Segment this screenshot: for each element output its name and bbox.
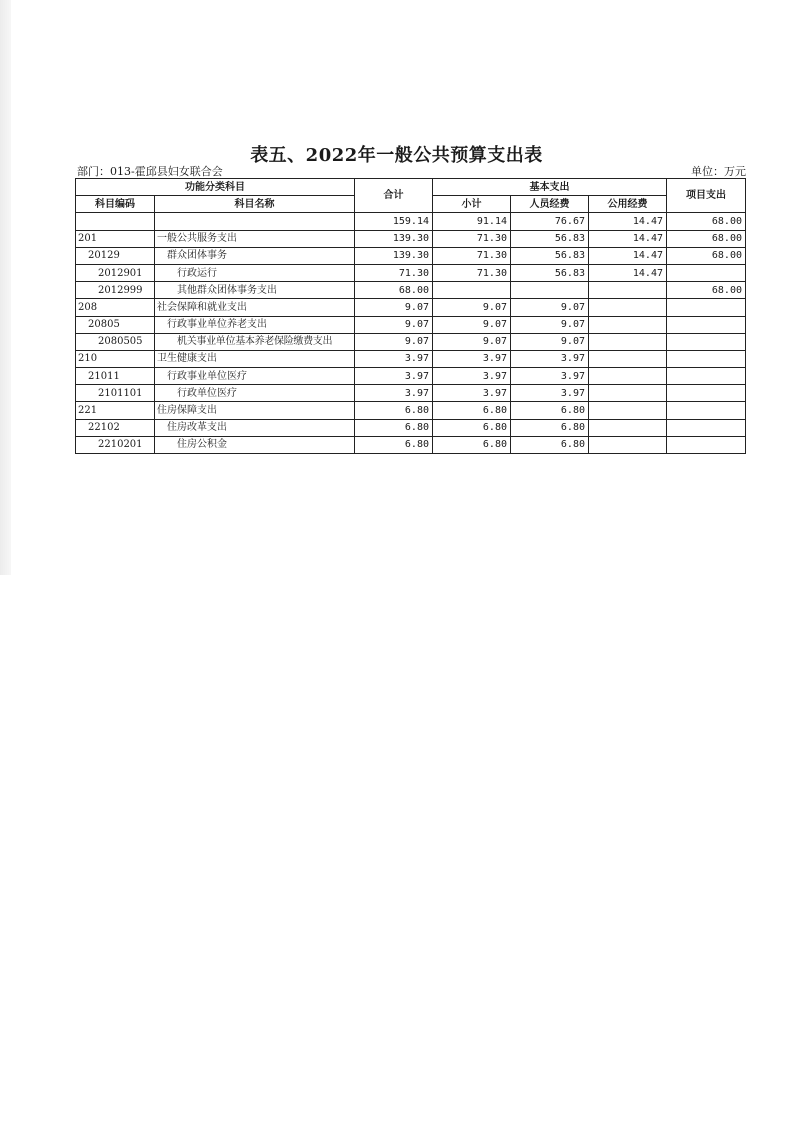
table-row bbox=[76, 299, 746, 316]
cell-subtotal: 6.80 bbox=[433, 419, 511, 436]
cell-name bbox=[155, 213, 355, 230]
cell-subtotal: 71.30 bbox=[433, 230, 511, 247]
cell-project bbox=[667, 316, 746, 333]
cell-project bbox=[667, 299, 746, 316]
header-name: 科目名称 bbox=[155, 196, 355, 213]
cell-code bbox=[76, 213, 155, 230]
cell-personnel: 56.83 bbox=[511, 264, 589, 281]
cell-project bbox=[667, 368, 746, 385]
cell-personnel: 3.97 bbox=[511, 350, 589, 367]
table-row bbox=[76, 350, 746, 367]
cell-public: 14.47 bbox=[589, 230, 667, 247]
table-row bbox=[76, 213, 746, 230]
cell-personnel: 6.80 bbox=[511, 402, 589, 419]
cell-total: 139.30 bbox=[355, 247, 433, 264]
cell-code: 2012999 bbox=[76, 282, 155, 299]
table-row bbox=[76, 230, 746, 247]
cell-name: 其他群众团体事务支出 bbox=[155, 282, 355, 299]
cell-code: 221 bbox=[76, 402, 155, 419]
cell-total: 3.97 bbox=[355, 385, 433, 402]
cell-public: 14.47 bbox=[589, 213, 667, 230]
header-code: 科目编码 bbox=[76, 196, 155, 213]
cell-subtotal: 9.07 bbox=[433, 333, 511, 350]
cell-total: 6.80 bbox=[355, 402, 433, 419]
cell-code: 2210201 bbox=[76, 436, 155, 453]
cell-public bbox=[589, 333, 667, 350]
cell-name: 行政单位医疗 bbox=[155, 385, 355, 402]
table-row bbox=[76, 282, 746, 299]
table-row bbox=[76, 368, 746, 385]
cell-personnel bbox=[511, 282, 589, 299]
table-row bbox=[76, 385, 746, 402]
page-edge-shadow bbox=[0, 0, 11, 575]
cell-total: 9.07 bbox=[355, 299, 433, 316]
cell-total: 6.80 bbox=[355, 419, 433, 436]
cell-code: 22102 bbox=[76, 419, 155, 436]
cell-personnel: 3.97 bbox=[511, 385, 589, 402]
cell-public bbox=[589, 368, 667, 385]
cell-project bbox=[667, 385, 746, 402]
header-basic: 基本支出 bbox=[433, 179, 667, 196]
cell-name: 社会保障和就业支出 bbox=[155, 299, 355, 316]
cell-project: 68.00 bbox=[667, 230, 746, 247]
cell-project: 68.00 bbox=[667, 282, 746, 299]
header-project: 项目支出 bbox=[667, 179, 746, 213]
department-label: 部门：013-霍邱县妇女联合会 bbox=[77, 165, 223, 178]
cell-code: 20129 bbox=[76, 247, 155, 264]
header-function-class: 功能分类科目 bbox=[76, 179, 355, 196]
cell-name: 行政运行 bbox=[155, 264, 355, 281]
cell-public bbox=[589, 436, 667, 453]
cell-name: 行政事业单位医疗 bbox=[155, 368, 355, 385]
cell-total: 71.30 bbox=[355, 264, 433, 281]
cell-subtotal: 71.30 bbox=[433, 247, 511, 264]
cell-public bbox=[589, 419, 667, 436]
unit-label: 单位：万元 bbox=[691, 165, 746, 178]
cell-subtotal: 9.07 bbox=[433, 316, 511, 333]
cell-code: 208 bbox=[76, 299, 155, 316]
cell-project bbox=[667, 436, 746, 453]
budget-table bbox=[75, 178, 746, 454]
cell-subtotal bbox=[433, 282, 511, 299]
cell-code: 2080505 bbox=[76, 333, 155, 350]
cell-project bbox=[667, 402, 746, 419]
cell-personnel: 6.80 bbox=[511, 436, 589, 453]
cell-subtotal: 3.97 bbox=[433, 350, 511, 367]
cell-personnel: 56.83 bbox=[511, 230, 589, 247]
page-title: 表五、2022年一般公共预算支出表 bbox=[250, 145, 543, 166]
table-body bbox=[76, 213, 746, 454]
cell-code: 2012901 bbox=[76, 264, 155, 281]
cell-name: 行政事业单位养老支出 bbox=[155, 316, 355, 333]
table-row bbox=[76, 402, 746, 419]
cell-name: 机关事业单位基本养老保险缴费支出 bbox=[155, 333, 355, 350]
table-row bbox=[76, 264, 746, 281]
header-personnel: 人员经费 bbox=[511, 196, 589, 213]
header-public: 公用经费 bbox=[589, 196, 667, 213]
cell-public bbox=[589, 402, 667, 419]
cell-personnel: 9.07 bbox=[511, 316, 589, 333]
cell-total: 3.97 bbox=[355, 350, 433, 367]
cell-project bbox=[667, 350, 746, 367]
cell-subtotal: 71.30 bbox=[433, 264, 511, 281]
cell-name: 群众团体事务 bbox=[155, 247, 355, 264]
cell-code: 201 bbox=[76, 230, 155, 247]
table-row bbox=[76, 247, 746, 264]
cell-total: 159.14 bbox=[355, 213, 433, 230]
cell-name: 住房公积金 bbox=[155, 436, 355, 453]
table-row bbox=[76, 436, 746, 453]
cell-personnel: 9.07 bbox=[511, 299, 589, 316]
cell-subtotal: 6.80 bbox=[433, 436, 511, 453]
cell-subtotal: 3.97 bbox=[433, 385, 511, 402]
cell-code: 2101101 bbox=[76, 385, 155, 402]
cell-subtotal: 9.07 bbox=[433, 299, 511, 316]
cell-public bbox=[589, 299, 667, 316]
cell-total: 6.80 bbox=[355, 436, 433, 453]
cell-public: 14.47 bbox=[589, 247, 667, 264]
cell-code: 21011 bbox=[76, 368, 155, 385]
cell-project bbox=[667, 333, 746, 350]
cell-name: 卫生健康支出 bbox=[155, 350, 355, 367]
header-row-1 bbox=[76, 179, 746, 196]
cell-personnel: 76.67 bbox=[511, 213, 589, 230]
cell-public bbox=[589, 350, 667, 367]
cell-name: 住房保障支出 bbox=[155, 402, 355, 419]
cell-total: 139.30 bbox=[355, 230, 433, 247]
cell-total: 9.07 bbox=[355, 316, 433, 333]
cell-name: 一般公共服务支出 bbox=[155, 230, 355, 247]
cell-public: 14.47 bbox=[589, 264, 667, 281]
cell-personnel: 3.97 bbox=[511, 368, 589, 385]
cell-total: 3.97 bbox=[355, 368, 433, 385]
cell-personnel: 9.07 bbox=[511, 333, 589, 350]
cell-project bbox=[667, 264, 746, 281]
table-row bbox=[76, 333, 746, 350]
header-total: 合计 bbox=[355, 179, 433, 213]
cell-subtotal: 91.14 bbox=[433, 213, 511, 230]
cell-public bbox=[589, 316, 667, 333]
table-row bbox=[76, 316, 746, 333]
cell-personnel: 56.83 bbox=[511, 247, 589, 264]
cell-total: 68.00 bbox=[355, 282, 433, 299]
cell-name: 住房改革支出 bbox=[155, 419, 355, 436]
cell-project: 68.00 bbox=[667, 213, 746, 230]
cell-total: 9.07 bbox=[355, 333, 433, 350]
cell-subtotal: 3.97 bbox=[433, 368, 511, 385]
table-row bbox=[76, 419, 746, 436]
cell-personnel: 6.80 bbox=[511, 419, 589, 436]
cell-code: 20805 bbox=[76, 316, 155, 333]
cell-project: 68.00 bbox=[667, 247, 746, 264]
cell-subtotal: 6.80 bbox=[433, 402, 511, 419]
cell-public bbox=[589, 282, 667, 299]
cell-code: 210 bbox=[76, 350, 155, 367]
cell-project bbox=[667, 419, 746, 436]
cell-public bbox=[589, 385, 667, 402]
header-subtotal: 小计 bbox=[433, 196, 511, 213]
